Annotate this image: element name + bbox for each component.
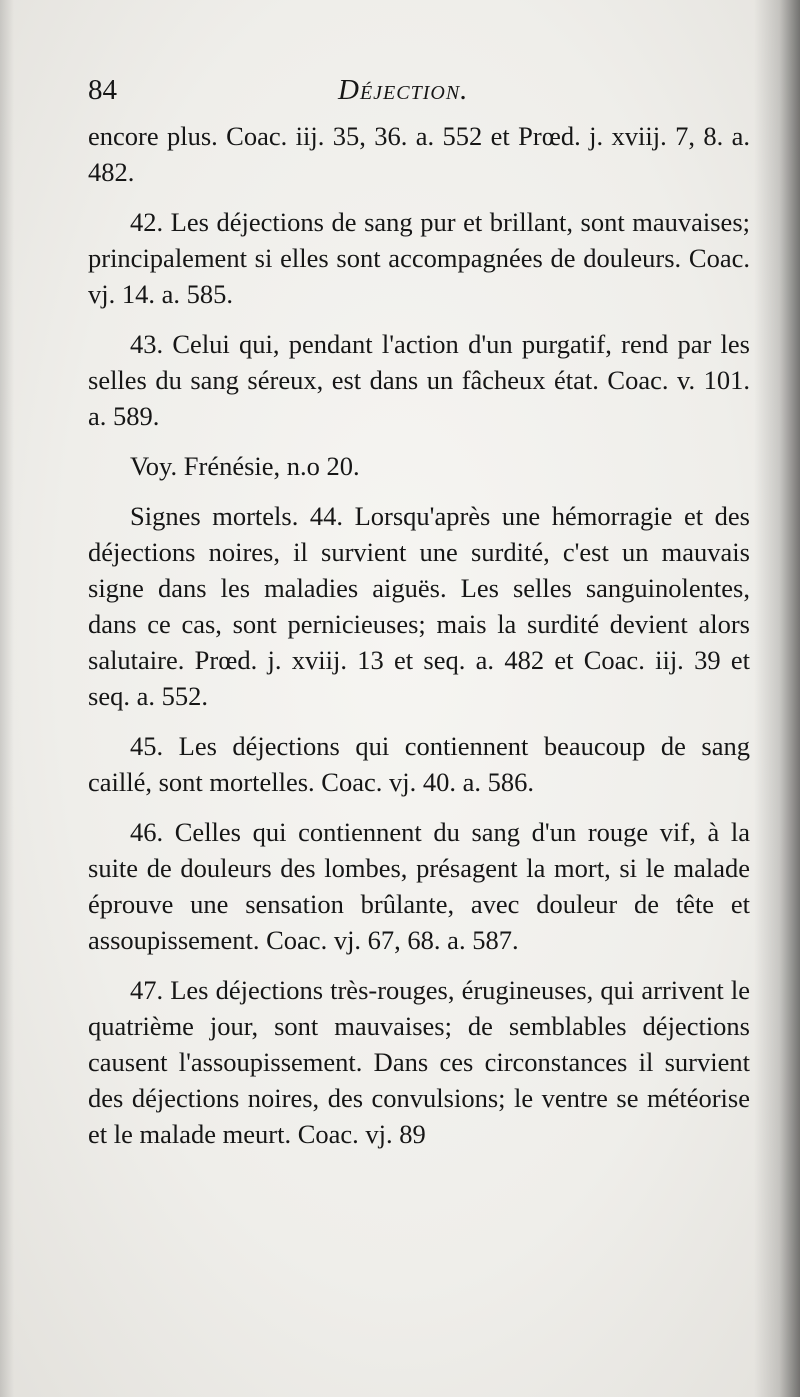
page-number: 84	[88, 74, 117, 106]
paragraph-46: 46. Celles qui contiennent du sang d'un rouge vif, à la suite de douleurs des lombes, présagent la mort, si le malade éprouve une sensation brûlante, avec douleur de tête et assoupissement. Coac. vj. 67, 68. a. 587.	[88, 817, 750, 955]
page-gutter-shadow	[0, 0, 14, 1397]
running-head	[88, 66, 750, 118]
cross-reference: Voy. Frénésie, n.o 20.	[130, 451, 360, 481]
page-edge-shadow	[754, 0, 800, 1397]
running-title: Déjection.	[338, 74, 469, 106]
paragraph-47: 47. Les déjections très-rouges, érugineuses, qui arrivent le quatrième jour, sont mauvaises; de semblables déjections causent l'assoupissement. Dans ces circonstances il survient des déjections noires, des convulsions; le ventre se météorise et le malade meurt. Coac. vj. 89	[88, 975, 750, 1149]
paragraph-45: 45. Les déjections qui contiennent beaucoup de sang caillé, sont mortelles. Coac. vj. 40. a. 586.	[88, 731, 750, 797]
paragraph-42: 42. Les déjections de sang pur et brillant, sont mauvaises; principalement si elles sont accompagnées de douleurs. Coac. vj. 14. a. 585.	[88, 207, 750, 309]
paragraph-43: 43. Celui qui, pendant l'action d'un purgatif, rend par les selles du sang séreux, est dans un fâcheux état. Coac. v. 101. a. 589.	[88, 329, 750, 431]
paragraph-44: Signes mortels. 44. Lorsqu'après une hémorragie et des déjections noires, il survient une surdité, c'est un mauvais signe dans les maladies aiguës. Les selles sanguinolentes, dans ce cas, sont pernicieuses; mais la surdité devient alors salutaire. Prœd. j. xviij. 13 et seq. a. 482 et Coac. iij. 39 et seq. a. 552.	[88, 501, 750, 711]
text-block	[88, 66, 750, 1166]
paragraph-continuation: encore plus. Coac. iij. 35, 36. a. 552 et Prœd. j. xviij. 7, 8. a. 482.	[88, 121, 750, 187]
